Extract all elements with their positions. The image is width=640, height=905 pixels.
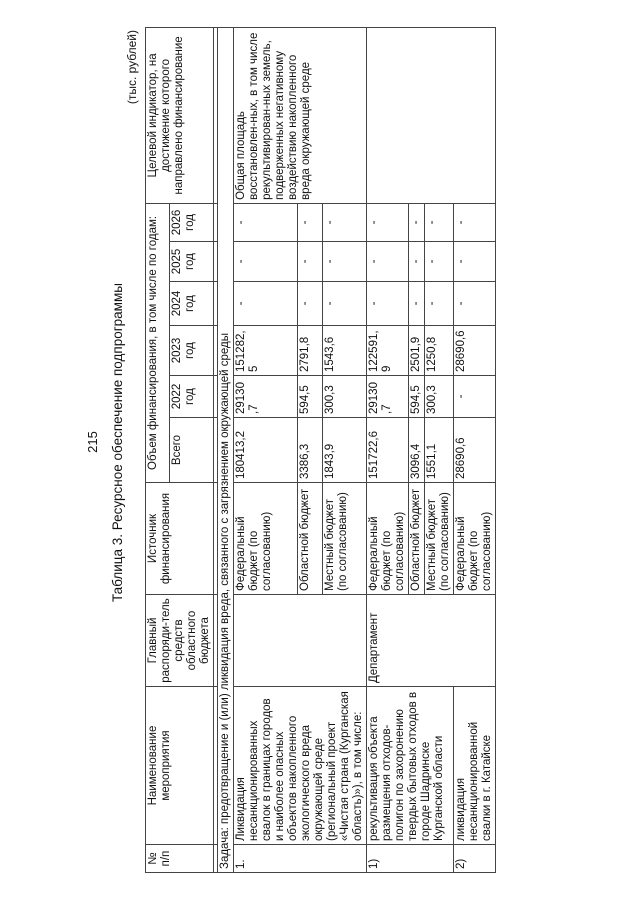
item1-manager [234, 595, 367, 687]
table-row [367, 27, 409, 872]
source-cell: Местный бюджет (по согласованию) [322, 483, 366, 595]
item3-name: ликвидация несанкционированной свалки в г. Катайске [454, 687, 496, 845]
y2022-cell: - [454, 376, 496, 418]
y2022-cell: 29130,7 [367, 376, 409, 418]
y2022-cell: 594,5 [409, 376, 425, 418]
y2026-cell: - [454, 203, 496, 241]
y2022-cell: 594,5 [298, 376, 322, 418]
total-cell: 3386,3 [298, 418, 322, 483]
y2024-cell: - [367, 282, 409, 326]
y2026-cell: - [322, 203, 366, 241]
task-row [218, 27, 234, 872]
y2025-cell: - [454, 242, 496, 282]
y2022-cell: 300,3 [322, 376, 366, 418]
y2023-cell: 28690,6 [454, 326, 496, 376]
total-cell: 151722,6 [367, 418, 409, 483]
y2026-cell: - [367, 203, 409, 241]
header-num: № п/п [146, 845, 214, 873]
source-cell: Местный бюджет (по согласованию) [425, 483, 454, 595]
y2024-cell: - [234, 282, 298, 326]
y2025-cell: - [322, 242, 366, 282]
y2024-cell: - [454, 282, 496, 326]
y2024-cell: - [425, 282, 454, 326]
header-2023: 2023 год [170, 326, 214, 376]
total-cell: 1551,1 [425, 418, 454, 483]
header-total: Всего [170, 418, 214, 483]
header-manager: Главный распоряди-тель средств областного бюджета [146, 595, 214, 687]
table-row [234, 27, 298, 872]
source-cell: Областной бюджет [409, 483, 425, 595]
y2023-cell: 122591,9 [367, 326, 409, 376]
header-source: Источник финансирования [146, 483, 214, 595]
y2022-cell: 300,3 [425, 376, 454, 418]
y2026-cell: - [425, 203, 454, 241]
total-cell: 180413,2 [234, 418, 298, 483]
source-cell: Федеральный бюджет (по согласованию) [234, 483, 298, 595]
total-cell: 1843,9 [322, 418, 366, 483]
y2025-cell: - [409, 242, 425, 282]
y2023-cell: 1250,8 [425, 326, 454, 376]
y2026-cell: - [234, 203, 298, 241]
y2023-cell: 151282,5 [234, 326, 298, 376]
header-2024: 2024 год [170, 282, 214, 326]
y2025-cell: - [234, 242, 298, 282]
item2-manager: Департамент [367, 595, 496, 687]
table-title: Таблица 3. Ресурсное обеспечение подпрограммы [110, 283, 125, 602]
header-event: Наименование мероприятия [146, 687, 214, 845]
units-label: (тыс. рублей) [125, 30, 139, 105]
y2024-cell: - [409, 282, 425, 326]
header-volume: Объем финансирования, в том числе по годам: [146, 203, 170, 482]
y2022-cell: 29130,7 [234, 376, 298, 418]
page-number: 215 [85, 431, 100, 453]
item3-num: 2) [454, 845, 496, 873]
item1-num: 1. [234, 845, 367, 873]
y2024-cell: - [298, 282, 322, 326]
y2026-cell: - [298, 203, 322, 241]
source-cell: Федеральный бюджет (по согласованию) [454, 483, 496, 595]
header-2026: 2026 год [170, 203, 214, 241]
header-row-1 [146, 27, 170, 872]
y2023-cell: 2791,8 [298, 326, 322, 376]
task-text: Задача: предотвращение и (или) ликвидация вреда, связанного с загрязнением окружающей среды [218, 27, 234, 872]
y2025-cell: - [298, 242, 322, 282]
item1-name: Ликвидация несанкционированных свалок в границах городов и наиболее опасных объектов накопленного экологического вреда окружающей среде (региональный проект «Чистая страна (Курганская область)»), в том числе: [234, 687, 367, 845]
item2-target [367, 27, 496, 203]
resource-table [145, 27, 496, 873]
y2023-cell: 2501,9 [409, 326, 425, 376]
source-cell: Областной бюджет [298, 483, 322, 595]
y2025-cell: - [367, 242, 409, 282]
total-cell: 28690,6 [454, 418, 496, 483]
y2023-cell: 1543,6 [322, 326, 366, 376]
y2026-cell: - [409, 203, 425, 241]
y2025-cell: - [425, 242, 454, 282]
y2024-cell: - [322, 282, 366, 326]
header-target: Целевой индикатор, на достижение которого направлено финансирование [146, 27, 214, 203]
item1-target: Общая площадь восстановлен-ных, в том числе рекультивирован-ных земель, подверженных негативному воздействию накопленного вреда окружающей среде [234, 27, 367, 203]
header-2022: 2022 год [170, 376, 214, 418]
source-cell: Федеральный бюджет (по согласованию) [367, 483, 409, 595]
item2-name: рекультивация объекта размещения отходов-полигон по захоронению твердых бытовых отходов в городе Шадринске Курганской области [367, 687, 454, 845]
header-2025: 2025 год [170, 242, 214, 282]
total-cell: 3096,4 [409, 418, 425, 483]
item2-num: 1) [367, 845, 454, 873]
